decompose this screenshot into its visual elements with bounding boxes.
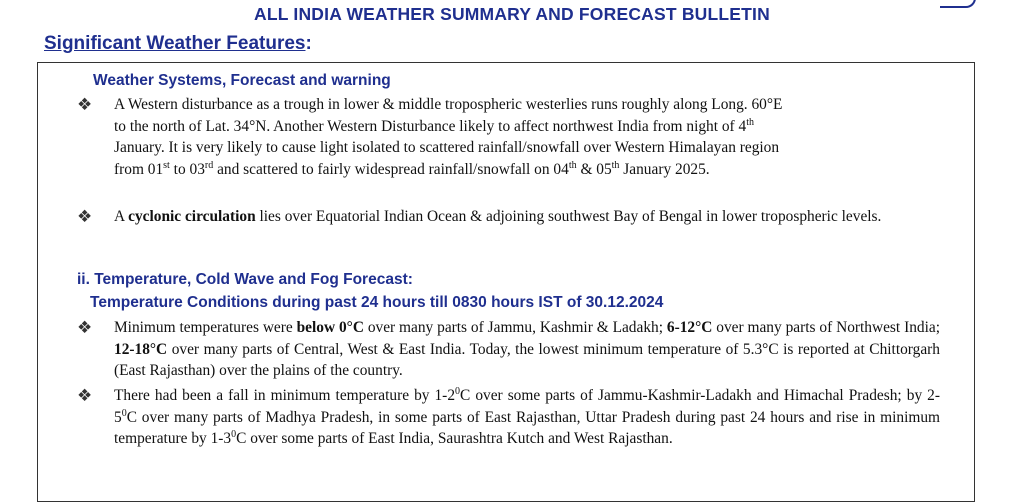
temperature-bullet-2 [114, 385, 940, 450]
text-run: There had been a fall in minimum temperature by 1-2 [114, 387, 456, 404]
weather-bullet-2 [114, 206, 940, 228]
temperature-subheading: Temperature Conditions during past 24 hours till 0830 hours IST of 30.12.2024 [90, 294, 664, 311]
text-run: to the north of Lat. 34°N. Another Western Disturbance likely to affect northwest India from night of 4 [114, 117, 747, 135]
text-run: from 01 [114, 160, 164, 178]
text-run: Minimum temperatures were [114, 319, 297, 336]
weather-systems-heading: Weather Systems, Forecast and warning [93, 72, 391, 89]
text-run: and scattered to fairly widespread rainfall/snowfall on 04 [213, 160, 569, 178]
text-run: A [114, 208, 129, 225]
superscript: 0 [231, 428, 237, 440]
section-title-colon: : [305, 33, 312, 54]
text-run: over many parts of Central, West & East India. Today, the lowest minimum temperature of 5.3°C is reported at Chittorgarh (East Rajasthan) over the plains of the country. [114, 340, 940, 379]
bullet-icon: ❖ [77, 207, 93, 227]
text-run: C over some parts of Jammu-Kashmir-Ladakh and Himachal Pradesh; by 2-5 [114, 387, 940, 426]
text-run: lies over Equatorial Indian Ocean & adjoining southwest Bay of Bengal in lower tropospheric levels. [255, 208, 882, 225]
section-title [44, 33, 312, 55]
section-title-text: Significant Weather Features [44, 33, 306, 54]
text-run: & 05 [576, 160, 612, 178]
superscript: st [163, 159, 170, 171]
weather-bullet-1-line-3: January. It is very likely to cause light isolated to scattered rainfall/snowfall over Western Himalayan region [114, 139, 780, 156]
superscript: th [568, 159, 577, 171]
bullet-icon: ❖ [77, 95, 93, 115]
weather-bullet-1-line-1: A Western disturbance as a trough in lower & middle tropospheric westerlies runs roughly along Long. 60°E [114, 96, 783, 113]
superscript: rd [204, 159, 214, 171]
weather-bullet-1 [114, 94, 940, 180]
temperature-bullet-1 [114, 317, 940, 382]
superscript: 0 [121, 407, 127, 419]
bold-text: below 0°C [296, 319, 364, 336]
text-run: C over some parts of East India, Saurashtra Kutch and West Rajasthan. [236, 430, 673, 447]
weather-bullet-1-line-2 [114, 116, 940, 138]
text-run: C over many parts of Madhya Pradesh, in some parts of East Rajasthan, Uttar Pradesh during past 24 hours and rise in minimum temperature by 1-3 [114, 408, 940, 447]
bullet-icon: ❖ [77, 386, 93, 406]
superscript: th [611, 159, 620, 171]
superscript: th [746, 116, 754, 128]
weather-bullet-1-line-4 [114, 159, 940, 181]
temperature-heading: ii. Temperature, Cold Wave and Fog Forecast: [77, 271, 413, 288]
superscript: 0 [455, 385, 461, 397]
text-run: over many parts of Jammu, Kashmir & Ladakh; [363, 319, 667, 336]
bold-text: 6-12°C [666, 319, 713, 336]
text-run: over many parts of Northwest India; [712, 319, 940, 336]
bullet-icon: ❖ [77, 318, 93, 338]
page-title: ALL INDIA WEATHER SUMMARY AND FORECAST BULLETIN [254, 4, 770, 24]
bold-text: 12-18°C [114, 340, 168, 358]
bold-text: cyclonic circulation [128, 208, 256, 225]
text-run: January 2025. [619, 160, 710, 178]
text-run: to 03 [169, 160, 205, 178]
